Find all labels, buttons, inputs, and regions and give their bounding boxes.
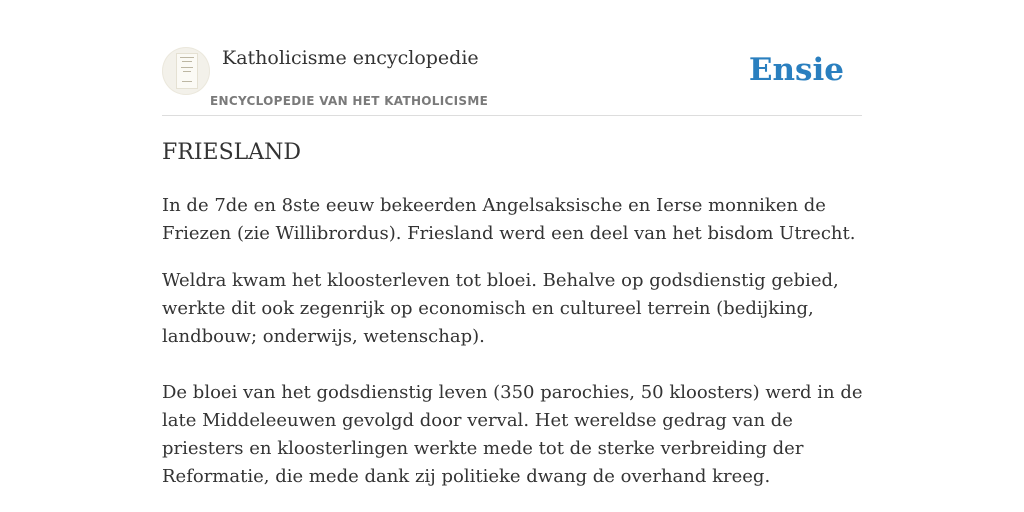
book-page-icon [176, 53, 198, 89]
article-body [162, 192, 867, 510]
encyclopedia-cover-thumbnail[interactable] [162, 47, 210, 95]
site-subtitle: ENCYCLOPEDIE VAN HET KATHOLICISME [210, 94, 489, 108]
article-paragraph: In de 7de en 8ste eeuw bekeerden Angelsaksische en Ierse monniken de Friezen (zie Willibrordus). Friesland werd een deel van het bisdom Utrecht. [162, 195, 856, 244]
site-title[interactable]: Katholicisme encyclopedie [222, 47, 479, 69]
ensie-logo-link[interactable]: Ensie [748, 52, 844, 88]
article-paragraph: Weldra kwam het kloosterleven tot bloei. Behalve op godsdienstig gebied, werkte dit ook zegenrijk op economisch en cultureel terrein (bedijking, landbouw; onderwijs, wetenschap). [162, 270, 839, 347]
site-header [162, 44, 862, 116]
article-title: FRIESLAND [162, 140, 302, 165]
article-paragraph: De bloei van het godsdienstig leven (350 parochies, 50 kloosters) werd in de late Middeleeuwen gevolgd door verval. Het wereldse gedrag van de priesters en kloosterlingen werkte mede tot de sterke verbreiding der Reformatie, die mede dank zij politieke dwang de overhand kreeg. [162, 382, 863, 487]
